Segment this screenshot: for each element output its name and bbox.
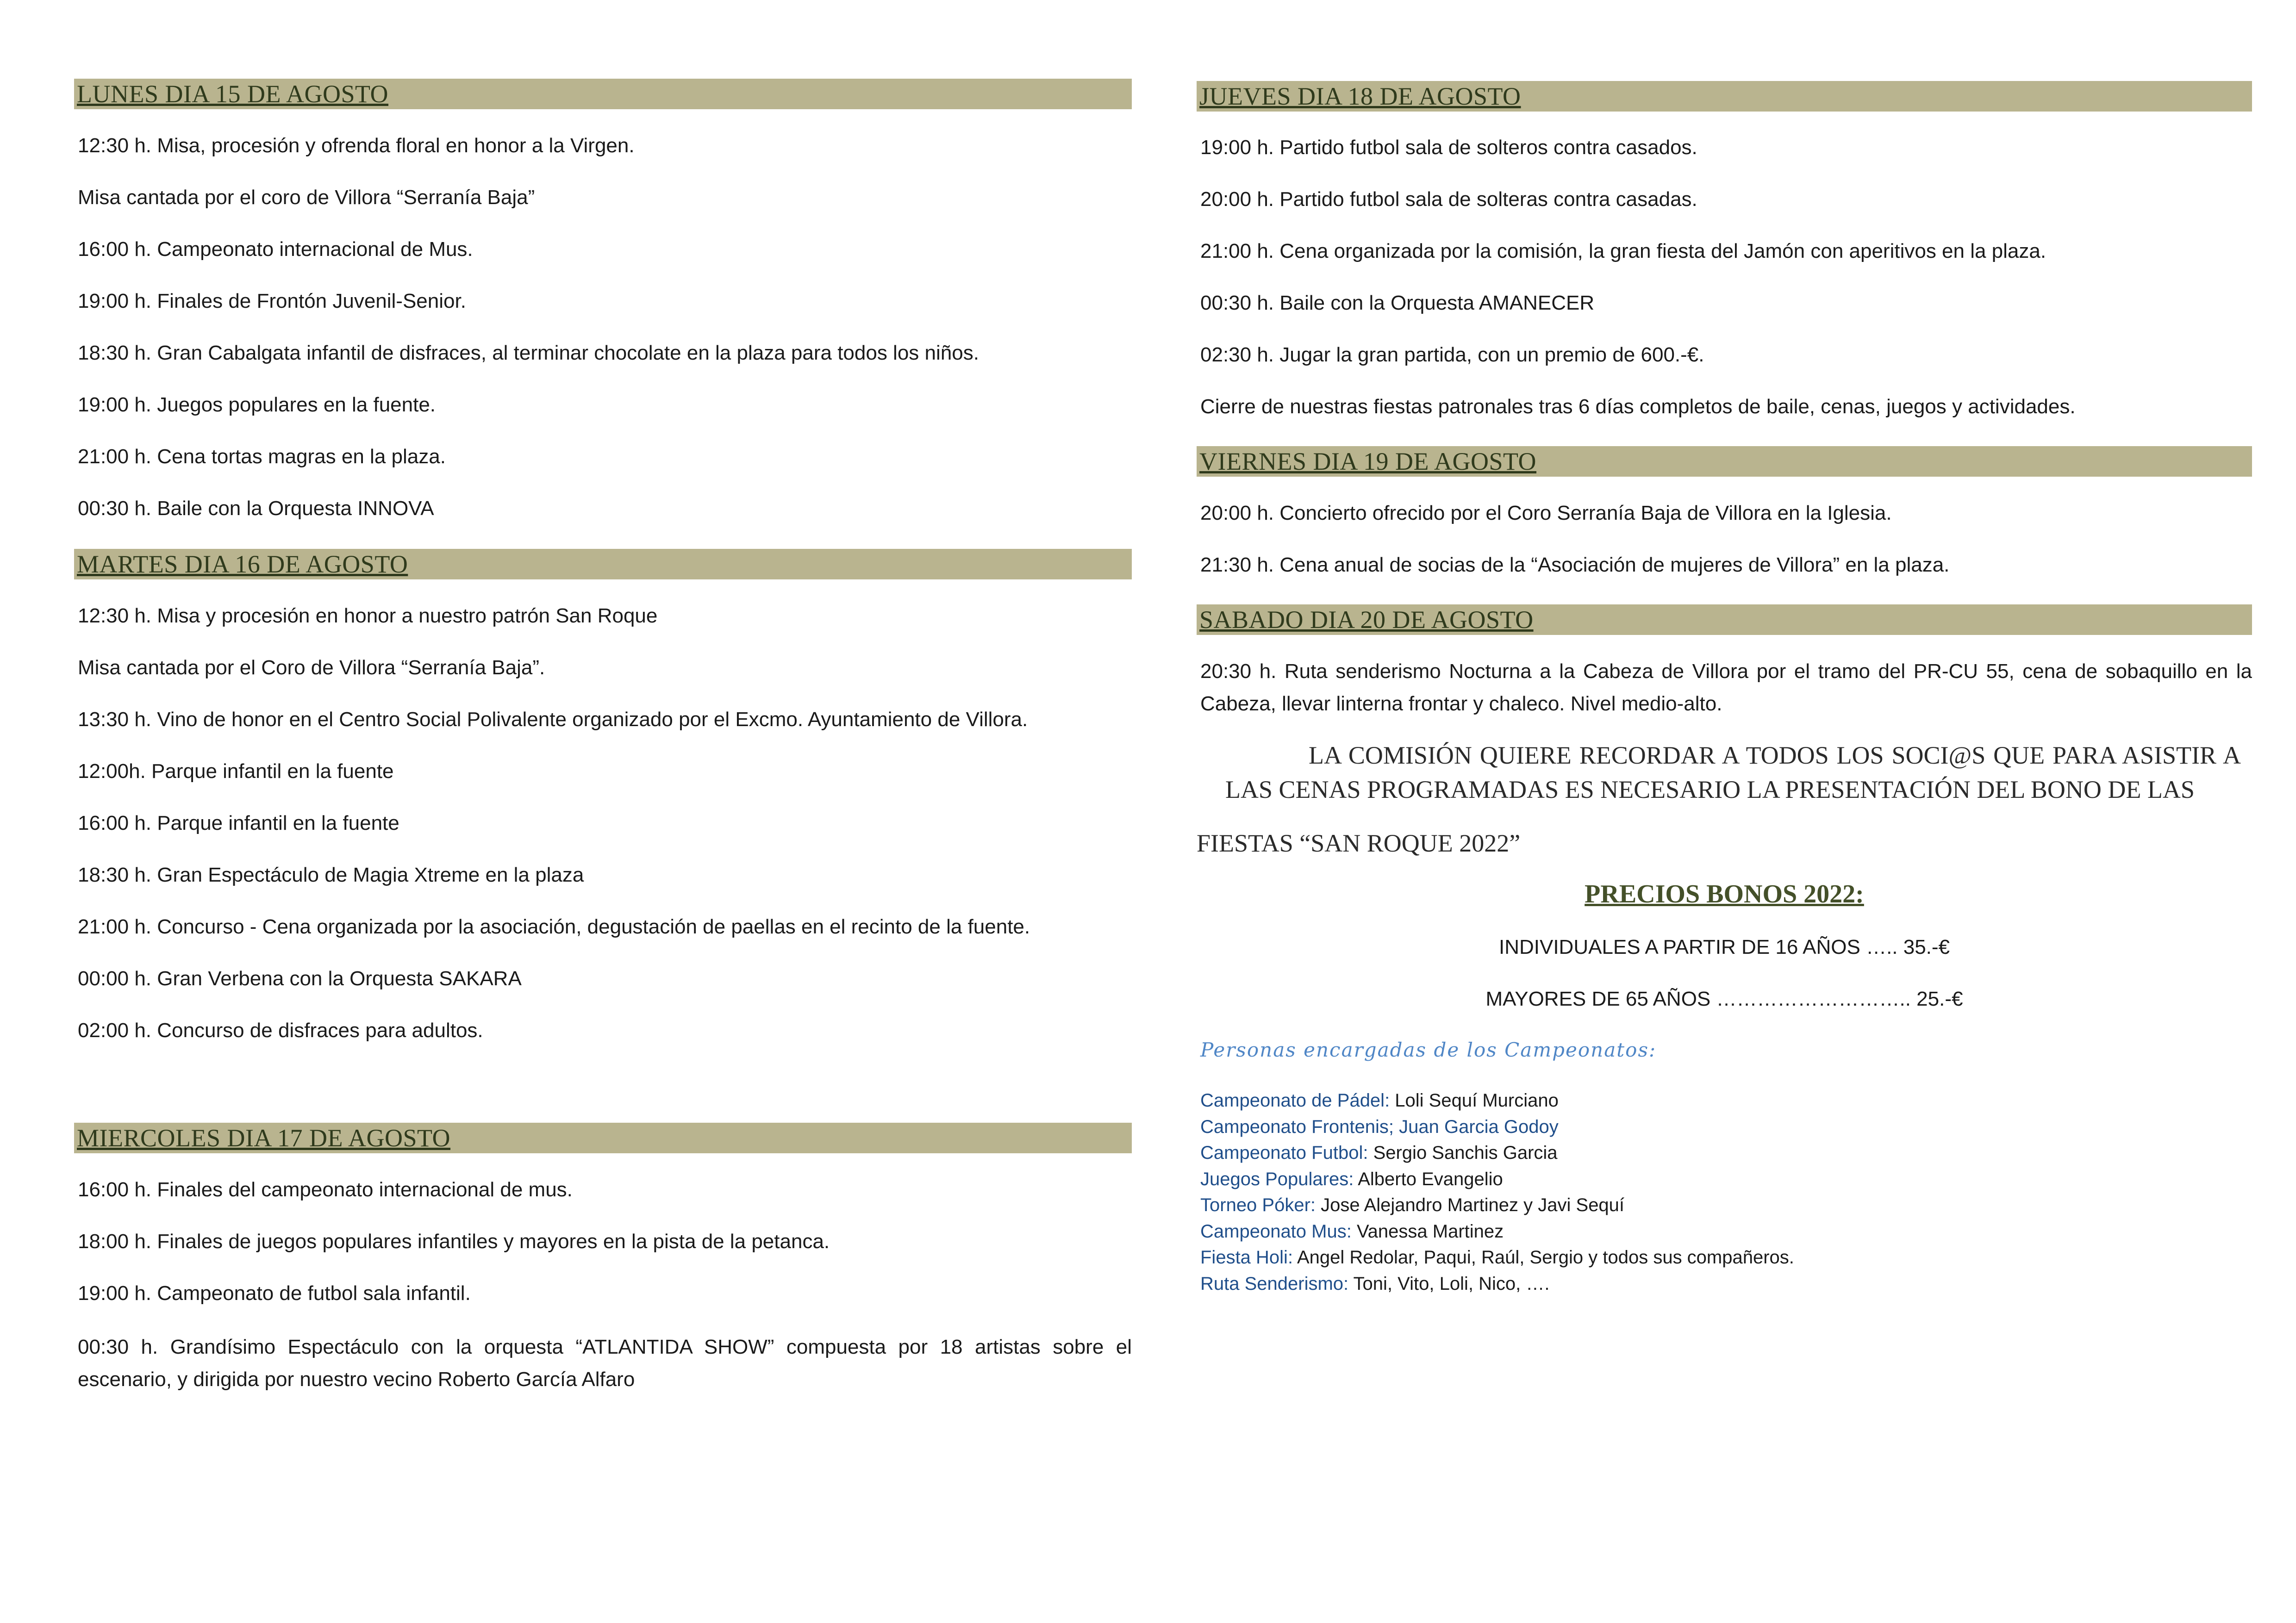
person-row [1200, 1140, 2252, 1166]
event-item: 20:30 h. Ruta senderismo Nocturna a la Cabeza de Villora por el tramo del PR-CU 55, cena de sobaquillo en la Cabeza, llevar linterna frontar y chaleco. Nivel medio-alto. [1200, 660, 2252, 715]
event-item: Misa cantada por el coro de Villora “Serranía Baja” [78, 186, 535, 209]
person-row [1200, 1219, 2252, 1245]
person-role: Ruta Senderismo: [1200, 1273, 1354, 1294]
event-item: 12:30 h. Misa y procesión en honor a nuestro patrón San Roque [78, 604, 658, 627]
event-item: 00:00 h. Gran Verbena con la Orquesta SAKARA [78, 967, 522, 990]
event-item: 18:30 h. Gran Cabalgata infantil de disfraces, al terminar chocolate en la plaza para todos los niños. [78, 342, 979, 364]
day-header-miercoles: MIERCOLES DIA 17 DE AGOSTO [74, 1123, 1132, 1153]
event-item: 12:00h. Parque infantil en la fuente [78, 760, 394, 783]
person-names: Angel Redolar, Paqui, Raúl, Sergio y todos sus compañeros. [1297, 1247, 1794, 1268]
event-item: 12:30 h. Misa, procesión y ofrenda floral en honor a la Virgen. [78, 134, 635, 157]
person-row [1200, 1166, 2252, 1193]
event-item: 16:00 h. Finales del campeonato internacional de mus. [78, 1178, 573, 1201]
event-item: 20:00 h. Partido futbol sala de solteras contra casadas. [1200, 188, 1697, 211]
person-row [1200, 1088, 2252, 1114]
person-row [1200, 1244, 2252, 1271]
event-item: 00:30 h. Baile con la Orquesta INNOVA [78, 497, 434, 520]
prices-title: PRECIOS BONOS 2022: [1585, 880, 1864, 908]
persons-list [1200, 1088, 2252, 1297]
event-item: 21:00 h. Cena organizada por la comisión, la gran fiesta del Jamón con aperitivos en la plaza. [1200, 240, 2046, 262]
event-item: Misa cantada por el Coro de Villora “Serranía Baja”. [78, 656, 545, 679]
event-item: 21:00 h. Cena tortas magras en la plaza. [78, 445, 446, 468]
day-header-lunes: LUNES DIA 15 DE AGOSTO [74, 79, 1132, 109]
event-item: 21:00 h. Concurso - Cena organizada por la asociación, degustación de paellas en el recinto de la fuente. [78, 915, 1030, 938]
person-names: Vanessa Martinez [1356, 1221, 1504, 1242]
person-row [1200, 1271, 2252, 1297]
event-item: 00:30 h. Baile con la Orquesta AMANECER [1200, 292, 1595, 314]
event-item: 16:00 h. Campeonato internacional de Mus. [78, 238, 473, 261]
person-role: Campeonato de Pádel: [1200, 1090, 1395, 1111]
day-header-viernes: VIERNES DIA 19 DE AGOSTO [1197, 446, 2252, 477]
person-role: Campeonato Futbol: [1200, 1143, 1373, 1163]
person-names: Alberto Evangelio [1358, 1169, 1503, 1189]
event-item: 18:00 h. Finales de juegos populares infantiles y mayores en la pista de la petanca. [78, 1230, 830, 1253]
event-item: Cierre de nuestras fiestas patronales tras 6 días completos de baile, cenas, juegos y actividades. [1200, 395, 2076, 418]
notice-last-line: FIESTAS “SAN ROQUE 2022” [1197, 829, 1521, 857]
price-row: INDIVIDUALES A PARTIR DE 16 AÑOS ….. 35.-€ [1498, 936, 1950, 958]
persons-title: Personas encargadas de los Campeonatos: [1200, 1038, 1657, 1061]
event-item: 02:30 h. Jugar la gran partida, con un premio de 600.-€. [1200, 343, 1704, 366]
person-role: Campeonato Frontenis; [1200, 1116, 1399, 1137]
day-header-jueves: JUEVES DIA 18 DE AGOSTO [1197, 81, 2252, 112]
notice-text: LA COMISIÓN QUIERE RECORDAR A TODOS LOS SOCI@S QUE PARA ASISTIR A LAS CENAS PROGRAMADAS ES NECESARIO LA PRESENTACIÓN DEL BONO DE LAS [1225, 741, 2241, 803]
person-names: Sergio Sanchis Garcia [1373, 1143, 1558, 1163]
event-item: 02:00 h. Concurso de disfraces para adultos. [78, 1019, 483, 1042]
event-item: 13:30 h. Vino de honor en el Centro Social Polivalente organizado por el Excmo. Ayuntamiento de Villora. [78, 708, 1028, 731]
person-role: Torneo Póker: [1200, 1195, 1321, 1215]
event-item: 18:30 h. Gran Espectáculo de Magia Xtreme en la plaza [78, 864, 584, 886]
price-row: MAYORES DE 65 AÑOS ……………………….. 25.-€ [1485, 988, 1963, 1010]
person-names: Juan Garcia Godoy [1399, 1116, 1559, 1137]
day-header-sabado: SABADO DIA 20 DE AGOSTO [1197, 604, 2252, 635]
day-header-martes: MARTES DIA 16 DE AGOSTO [74, 549, 1132, 579]
person-row [1200, 1192, 2252, 1219]
person-names: Jose Alejandro Martinez y Javi Sequí [1321, 1195, 1625, 1215]
event-item: 19:00 h. Campeonato de futbol sala infantil. [78, 1282, 471, 1305]
person-names: Toni, Vito, Loli, Nico, …. [1353, 1273, 1550, 1294]
event-item: 19:00 h. Partido futbol sala de solteros contra casados. [1200, 136, 1697, 159]
person-role: Fiesta Holi: [1200, 1247, 1297, 1268]
event-item: 16:00 h. Parque infantil en la fuente [78, 812, 399, 834]
event-item: 19:00 h. Juegos populares en la fuente. [78, 393, 436, 416]
person-role: Campeonato Mus: [1200, 1221, 1357, 1242]
event-item: 20:00 h. Concierto ofrecido por el Coro Serranía Baja de Villora en la Iglesia. [1200, 502, 1892, 524]
person-names: Loli Sequí Murciano [1395, 1090, 1559, 1111]
event-item: 00:30 h. Grandísimo Espectáculo con la orquesta “ATLANTIDA SHOW” compuesta por 18 artistas sobre el escenario, y dirigida por nuestro vecino Roberto García Alfaro [78, 1336, 1132, 1391]
person-row [1200, 1114, 2252, 1140]
event-item: 21:30 h. Cena anual de socias de la “Asociación de mujeres de Villora” en la plaza. [1200, 553, 1950, 576]
event-item: 19:00 h. Finales de Frontón Juvenil-Senior. [78, 290, 466, 312]
person-role: Juegos Populares: [1200, 1169, 1358, 1189]
